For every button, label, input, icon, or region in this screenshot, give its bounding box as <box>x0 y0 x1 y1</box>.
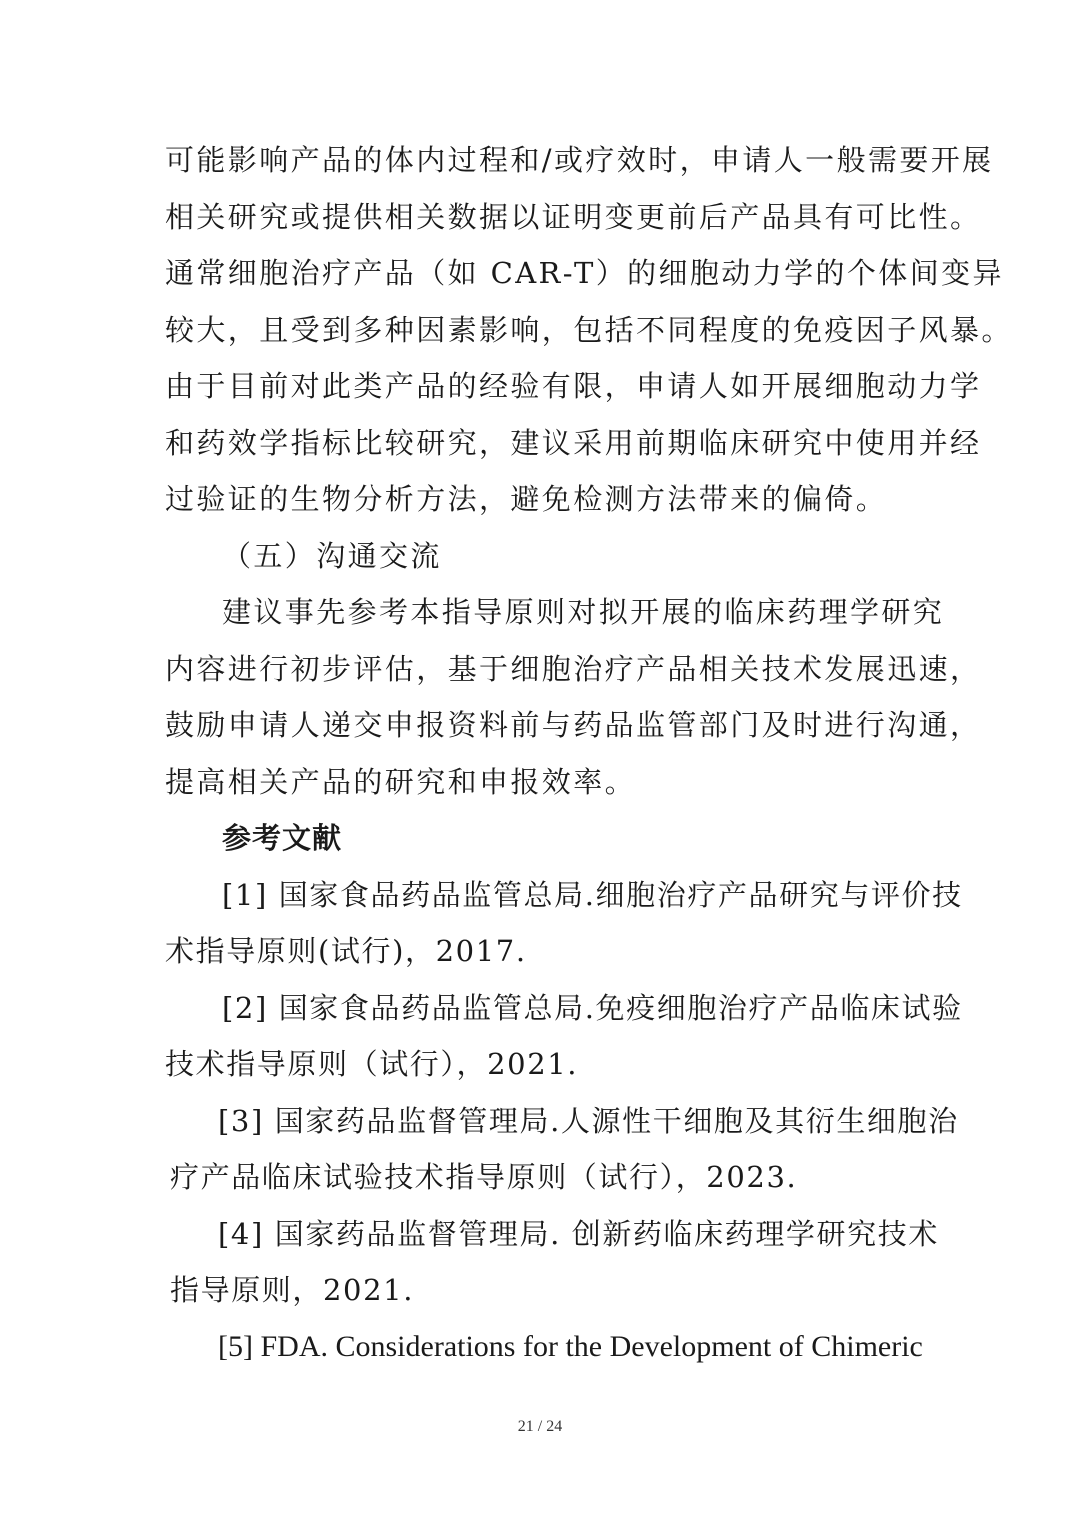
body-line: 可能影响产品的体内过程和/或疗效时，申请人一般需要开展 <box>165 143 994 177</box>
body-line: 通常细胞治疗产品（如 CAR-T）的细胞动力学的个体间变异 <box>165 256 1004 290</box>
reference-item-2: [2] 国家食品药品监管总局.免疫细胞治疗产品临床试验 <box>222 991 963 1025</box>
page-number: 21 / 24 <box>517 1418 563 1435</box>
body-line: 提高相关产品的研究和申报效率。 <box>165 765 637 799</box>
body-line: 较大，且受到多种因素影响，包括不同程度的免疫因子风暴。 <box>165 313 1013 347</box>
body-line: 过验证的生物分析方法，避免检测方法带来的偏倚。 <box>165 482 888 516</box>
body-line: 鼓励申请人递交申报资料前与药品监管部门及时进行沟通， <box>165 708 982 742</box>
reference-item-2-cont: 技术指导原则（试行），2021. <box>165 1047 579 1081</box>
references-heading: 参考文献 <box>222 821 343 855</box>
reference-item-3: [3] 国家药品监督管理局.人源性干细胞及其衍生细胞治 <box>218 1104 959 1138</box>
reference-item-1: [1] 国家食品药品监管总局.细胞治疗产品研究与评价技 <box>222 878 963 912</box>
reference-item-4: [4] 国家药品监督管理局. 创新药临床药理学研究技术 <box>218 1217 939 1251</box>
body-line: 由于目前对此类产品的经验有限，申请人如开展细胞动力学 <box>165 369 982 403</box>
section-heading: （五）沟通交流 <box>222 539 442 573</box>
reference-item-1-cont: 术指导原则(试行)，2017. <box>165 934 527 968</box>
reference-item-3-cont: 疗产品临床试验技术指导原则（试行），2023. <box>170 1160 798 1194</box>
body-line: 内容进行初步评估，基于细胞治疗产品相关技术发展迅速， <box>165 652 982 686</box>
reference-item-4-cont: 指导原则，2021. <box>170 1273 415 1307</box>
reference-item-5: [5] FDA. Considerations for the Development of Chimeric <box>218 1330 923 1363</box>
body-line: 相关研究或提供相关数据以证明变更前后产品具有可比性。 <box>165 200 982 234</box>
body-line: 和药效学指标比较研究，建议采用前期临床研究中使用并经 <box>165 426 982 460</box>
body-line: 建议事先参考本指导原则对拟开展的临床药理学研究 <box>222 595 945 629</box>
